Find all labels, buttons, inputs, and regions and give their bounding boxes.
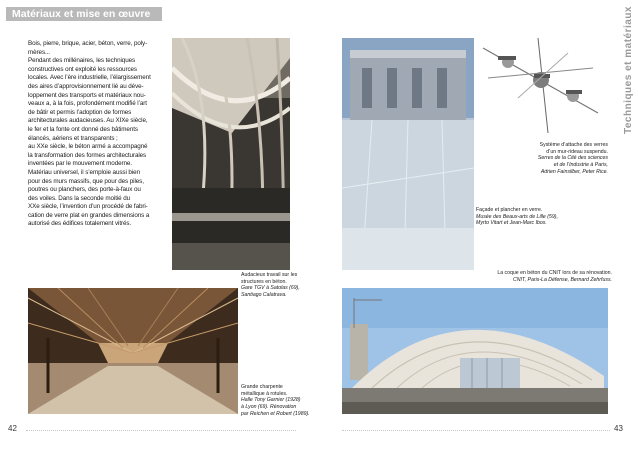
hall-illustration [28,288,238,414]
intro-line: des aires d’approvisionnement lié au déve- [28,82,144,90]
caption-line: Audacieux travail sur les [241,272,298,278]
station-illustration [172,38,290,270]
caption-line: et de l’Industrie à Paris, [553,162,608,169]
intro-line: élancés, aériens et transparents ; [28,134,118,142]
caption-line: CNIT, Paris-La Défense, Bernard Zehrfuss. [513,276,612,283]
photo-glass-fixing [478,38,608,138]
photo-glass-facade [342,38,474,270]
caption-line: Façade et plancher en verre. [476,207,543,213]
footer-rule-right [342,430,610,431]
intro-line: inventées par le mouvement moderne. [28,160,132,168]
caption-facade [476,207,596,227]
intro-line: loppement des transports et matériaux nou- [28,91,146,99]
caption-line: à Lyon (69). Rénovation [241,404,297,411]
intro-line: au XXe siècle, le béton armé a accompagné [28,143,148,151]
side-section-title: Techniques et matériaux [623,6,634,135]
intro-line: autorisé des édifices totalement vitrés. [28,220,132,228]
page-number-left: 42 [8,424,17,433]
intro-line: veaux a, à la fois, profondément modifié l’art [28,100,147,108]
intro-line: Matériau universel, il s’emploie aussi bien [28,168,140,176]
caption-line: Grande charpente [241,384,283,390]
photo-cnit [342,288,608,414]
footer-rule-left [26,430,296,431]
caption-line: Musée des Beaux-arts de Lille (59), [476,213,558,220]
intro-line: mères... [28,48,50,56]
caption-station [241,272,331,299]
caption-line: Santiago Calatrava. [241,292,287,299]
intro-line: des voiles. Dans la seconde moitié du [28,194,131,202]
caption-line: Gare TGV à Satolas (69), [241,285,300,292]
caption-line: structures en béton. [241,278,287,285]
caption-line: Halle Tony Garnier (1928) [241,397,301,404]
intro-line: locales. Avec l’ère industrielle, l’élargissement [28,74,151,82]
intro-line: pour des murs massifs, que pour des piles, [28,177,144,185]
intro-text [28,40,168,229]
caption-line: Adrien Fainsilber, Peter Rice. [540,168,608,175]
caption-line: Serres de la Cité des sciences [537,155,608,162]
intro-line: de bâtir et permis l’adoption de formes [28,108,132,116]
photo-halle-tony-garnier [28,288,238,414]
intro-line: XXe siècle, l’invention d’un procédé de fabri- [28,203,148,211]
intro-line: poutres ou planchers, des porte-à-faux ou [28,186,141,194]
intro-line: constructives ont exploité les ressources [28,65,137,73]
intro-line: le fer et la fonte ont donné des bâtiments [28,125,138,133]
caption-line: Myrto Vitart et Jean-Marc Ibos. [476,220,547,227]
caption-line: La coque en béton du CNIT lors de sa rénovation. [497,270,612,276]
page-number-right: 43 [614,424,623,433]
intro-line: architecturales audacieuses. Au XIXe siècle, [28,117,148,125]
section-banner: Matériaux et mise en œuvre [6,7,162,21]
fixing-illustration [478,38,608,138]
caption-cnit [470,270,612,283]
facade-illustration [342,38,474,270]
caption-fixing [512,142,608,176]
caption-line: par Reichen et Robert (1989). [241,410,310,417]
photo-station-satolas [172,38,290,270]
intro-line: cation de verre plat en grandes dimensions a [28,211,150,219]
cnit-illustration [342,288,608,414]
caption-line: Système d’attache des verres [539,142,608,148]
intro-line: la transformation des formes architecturales [28,151,147,159]
caption-line: d’un mur-rideau suspendu. [546,148,608,155]
intro-line: Bois, pierre, brique, acier, béton, verre, poly- [28,40,148,47]
caption-hall [241,384,337,418]
caption-line: métallique à rotules. [241,390,288,397]
intro-line: Pendant des millénaires, les techniques [28,57,136,65]
